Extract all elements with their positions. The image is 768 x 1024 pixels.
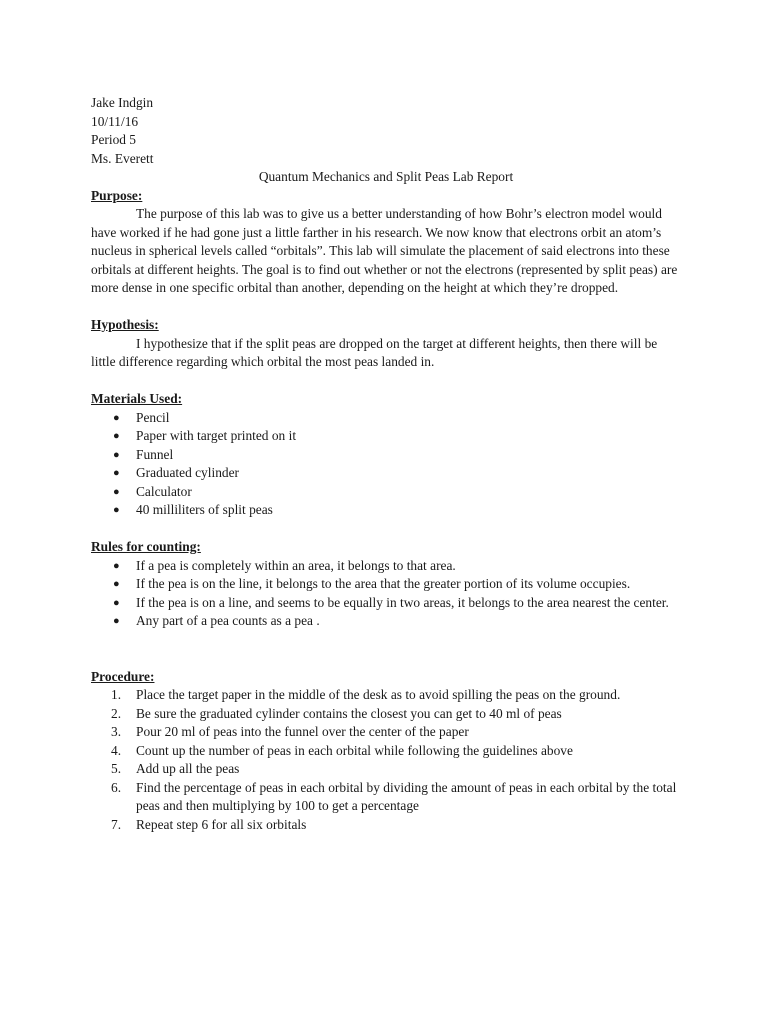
material-item: Funnel	[136, 446, 174, 462]
step-number: 7.	[111, 816, 122, 832]
teacher-name: Ms. Everett	[91, 150, 154, 166]
purpose-heading: Purpose:	[91, 187, 143, 203]
rule-item: If the pea is on a line, and seems to be equally in two areas, it belongs to the area nearest the center.	[136, 594, 669, 610]
list-item	[91, 816, 681, 835]
purpose-text: The purpose of this lab was to give us a better understanding of how Bohr’s electron model would have worked if he had gone just a little farther in his research. We now know that electrons orbit an atom’s nucleus in spherical levels called “orbitals”. This lab will simulate the placement of said electrons into these orbitals at different heights. The goal is to find out whether or not the electrons (represented by split peas) are more dense in one specific orbital than another, depending on the height at which they’re dropped.	[91, 206, 678, 295]
bullet-icon: ●	[113, 578, 120, 590]
materials-list	[91, 409, 681, 520]
spacer	[91, 372, 681, 391]
bullet-icon: ●	[113, 596, 120, 609]
list-item	[91, 501, 681, 520]
spacer	[91, 520, 681, 539]
rule-item: If the pea is on the line, it belongs to the area that the greater portion of its volume occupies.	[136, 576, 631, 591]
report-title: Quantum Mechanics and Split Peas Lab Report	[258, 169, 514, 184]
bullet-icon: ●	[113, 615, 120, 627]
list-item	[91, 760, 681, 779]
class-period: Period 5	[91, 132, 137, 147]
spacer	[91, 631, 681, 650]
material-item: Graduated cylinder	[136, 465, 239, 480]
procedure-step: Count up the number of peas in each orbital while following the guidelines above	[136, 742, 573, 758]
spacer	[91, 649, 681, 668]
rule-item: Any part of a pea counts as a pea .	[136, 613, 320, 628]
report-date: 10/11/16	[91, 113, 139, 129]
bullet-icon: ●	[113, 448, 120, 461]
bullet-icon: ●	[113, 504, 120, 516]
spacer	[91, 298, 681, 317]
list-item	[91, 723, 681, 742]
list-item	[91, 612, 681, 631]
material-item: Paper with target printed on it	[136, 428, 297, 443]
rules-list	[91, 557, 681, 631]
list-item	[91, 594, 681, 613]
material-item: Pencil	[136, 409, 170, 425]
procedure-step: Place the target paper in the middle of the desk as to avoid spilling the peas on the ground.	[136, 687, 621, 702]
author-name: Jake Indgin	[91, 95, 154, 110]
bullet-icon: ●	[113, 485, 120, 498]
step-number: 2.	[111, 705, 122, 721]
bullet-icon: ●	[113, 467, 120, 479]
bullet-icon: ●	[113, 430, 120, 442]
bullet-icon: ●	[113, 559, 120, 572]
rule-item: If a pea is completely within an area, it belongs to that area.	[136, 557, 456, 573]
procedure-step: Repeat step 6 for all six orbitals	[136, 816, 307, 832]
document-page	[91, 94, 681, 834]
bullet-icon: ●	[113, 411, 120, 424]
step-number: 4.	[111, 742, 122, 758]
material-item: Calculator	[136, 483, 192, 499]
list-item	[91, 483, 681, 502]
list-item	[91, 705, 681, 724]
list-item	[91, 409, 681, 428]
procedure-step: Find the percentage of peas in each orbital by dividing the amount of peas in each orbital by the total peas and then multiplying by 100 to get a percentage	[136, 779, 677, 813]
procedure-heading: Procedure:	[91, 668, 155, 684]
list-item	[91, 464, 681, 483]
step-number: 5.	[111, 761, 122, 776]
step-number: 3.	[111, 724, 122, 739]
step-number: 6.	[111, 779, 122, 795]
step-number: 1.	[111, 687, 122, 702]
list-item	[91, 742, 681, 761]
list-item	[91, 427, 681, 446]
procedure-step: Pour 20 ml of peas into the funnel over the center of the paper	[136, 724, 469, 739]
materials-heading: Materials Used:	[91, 391, 183, 406]
list-item	[91, 575, 681, 594]
material-item: 40 milliliters of split peas	[136, 502, 273, 517]
list-item	[91, 686, 681, 705]
procedure-step: Add up all the peas	[136, 761, 240, 776]
list-item	[91, 557, 681, 576]
list-item	[91, 446, 681, 465]
hypothesis-text: I hypothesize that if the split peas are dropped on the target at different heights, then there will be little difference regarding which orbital the most peas landed in.	[91, 335, 658, 369]
procedure-step: Be sure the graduated cylinder contains the closest you can get to 40 ml of peas	[136, 705, 562, 721]
procedure-list	[91, 686, 681, 834]
list-item	[91, 779, 681, 816]
hypothesis-heading: Hypothesis:	[91, 317, 159, 332]
rules-heading: Rules for counting:	[91, 539, 201, 554]
